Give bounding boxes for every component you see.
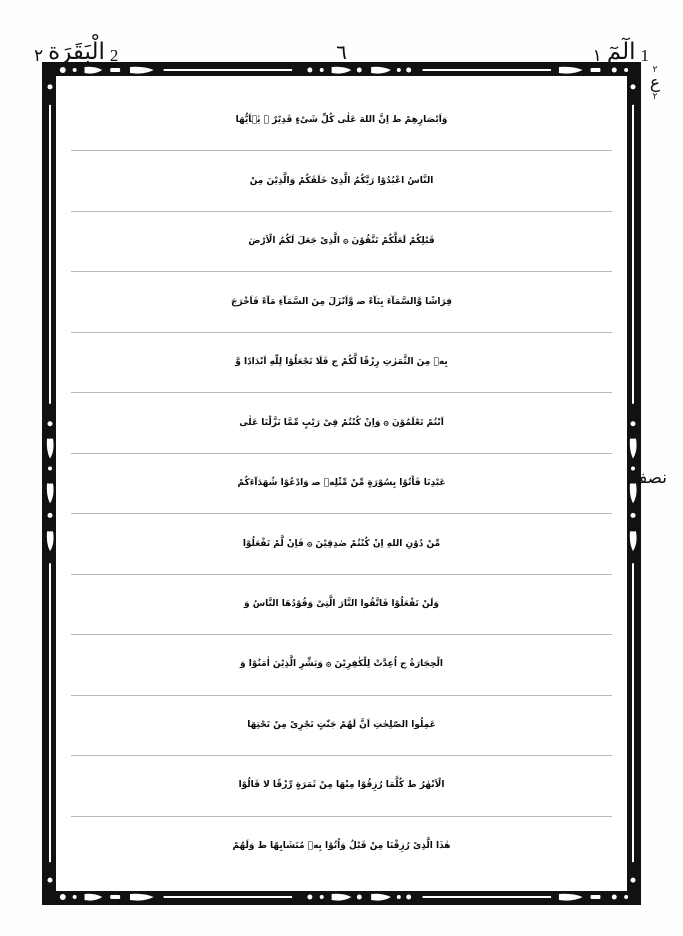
ayah-line [71, 635, 612, 695]
ayah-line-text: وَلَنْ تَفْعَلُوْا فَاتَّقُوا النَّارَ الَّتِىْ وَقُوْدُهَا النَّاسُ وَ [243, 598, 440, 609]
ornament-band-left [45, 65, 55, 902]
ayah-line-text: مِّنْ دُوْنِ اللهِ اِنْ كُنْتُمْ صٰدِقِيْنَ ۞ فَاِنْ لَّمْ تَفْعَلُوْا [242, 538, 441, 549]
ruku-marker-lower-number: ٢ [652, 92, 658, 103]
juz-number-latin: 1 [640, 46, 649, 65]
ayah-line [71, 575, 612, 635]
ayah-line-text: فِرَاشًا وَّالسَّمَآءَ بِنَآءً ﺻ وَّاَنْزَلَ مِنَ السَّمَآءِ مَآءً فَاَخْرَجَ [230, 296, 452, 307]
ayah-line [71, 393, 612, 453]
nisf-marker-symbol: نصف [629, 468, 667, 488]
juz-number-arabic: ١ [592, 46, 602, 65]
surah-number-latin: 2 [109, 46, 119, 65]
ayah-lines [71, 91, 612, 876]
ayah-line [71, 454, 612, 514]
ayah-line-text: بِهٖ مِنَ الثَّمَرٰتِ رِزْقًا لَّكُمْ ﺝ فَلَا تَجْعَلُوْا لِلّٰهِ اَنْدَادًا وَّ [235, 357, 448, 368]
surah-name-arabic: الْبَقَرَة [48, 39, 105, 65]
ayah-line [71, 212, 612, 272]
ayah-line-text: عَمِلُوا الصّٰلِحٰتِ اَنَّ لَهُمْ جَنّٰتٍ تَجْرِىْ مِنْ تَحْتِهَا [247, 719, 436, 730]
ayah-line-text: اَنْتُمْ تَعْلَمُوْنَ ۞ وَاِنْ كُنْتُمْ فِىْ رَيْبٍ مِّمَّا نَزَّلْنَا عَلٰى [239, 417, 444, 428]
ornament-band-top [45, 65, 638, 75]
surah-header [34, 41, 118, 64]
ayah-line-text: قَبْلِكُمْ لَعَلَّكُمْ تَتَّقُوْنَ ۞ الَّذِىْ جَعَلَ لَكُمُ الْاَرْضَ [248, 236, 435, 247]
nisf-marker [629, 468, 667, 488]
ornament-band-bottom [45, 892, 638, 902]
frame-inner-rule [55, 75, 628, 892]
ayah-line [71, 514, 612, 574]
ruku-marker [643, 66, 667, 103]
page-number: ٦ [336, 40, 347, 64]
ayah-line-text: النَّاسُ اعْبُدُوْا رَبَّكُمُ الَّذِىْ خَلَقَكُمْ وَالَّذِيْنَ مِنْ [249, 175, 434, 186]
ayah-line-text: الْاَنْهٰرُ ﻁ كُلَّمَا رُزِقُوْا مِنْهَا مِنْ ثَمَرَةٍ رِّزْقًا ﻻ قَالُوْا [238, 780, 445, 791]
text-frame [42, 62, 667, 905]
ayah-line [71, 756, 612, 816]
ayah-line [71, 91, 612, 151]
ayah-line-text: هٰذَا الَّذِىْ رُزِقْنَا مِنْ قَبْلُ وَاُتُوْا بِهٖ مُتَشَابِهًا ﻁ وَلَهُمْ [232, 840, 451, 851]
ayah-line-text: عَبْدِنَا فَاْتُوْا بِسُوْرَةٍ مِّنْ مِّثْلِهٖ ﺻ وَادْعُوْا شُهَدَآءَكُمْ [237, 478, 446, 489]
surah-number-arabic: ٢ [34, 46, 44, 65]
ayah-line-text: وَاَبْصَارِهِمْ ﻁ اِنَّ اللهَ عَلٰى كُلِّ شَىْءٍ قَدِيْرٌ ۞ يٰۤاَيُّهَا [235, 115, 448, 126]
ayah-line [71, 817, 612, 876]
ayah-line [71, 272, 612, 332]
ruku-marker-upper-number: ٢ [652, 65, 658, 75]
ayah-line [71, 696, 612, 756]
ayah-line-text: الْحِجَارَةُ ﺝ اُعِدَّتْ لِلْكٰفِرِيْنَ ۞ وَبَشِّرِ الَّذِيْنَ اٰمَنُوْا وَ [240, 659, 443, 670]
juz-name-arabic: الٓمٓ [606, 39, 636, 65]
juz-header [593, 41, 649, 64]
ayah-line [71, 333, 612, 393]
ruku-marker-symbol: ع [649, 73, 661, 94]
page-header [0, 24, 683, 64]
ayah-line [71, 151, 612, 211]
